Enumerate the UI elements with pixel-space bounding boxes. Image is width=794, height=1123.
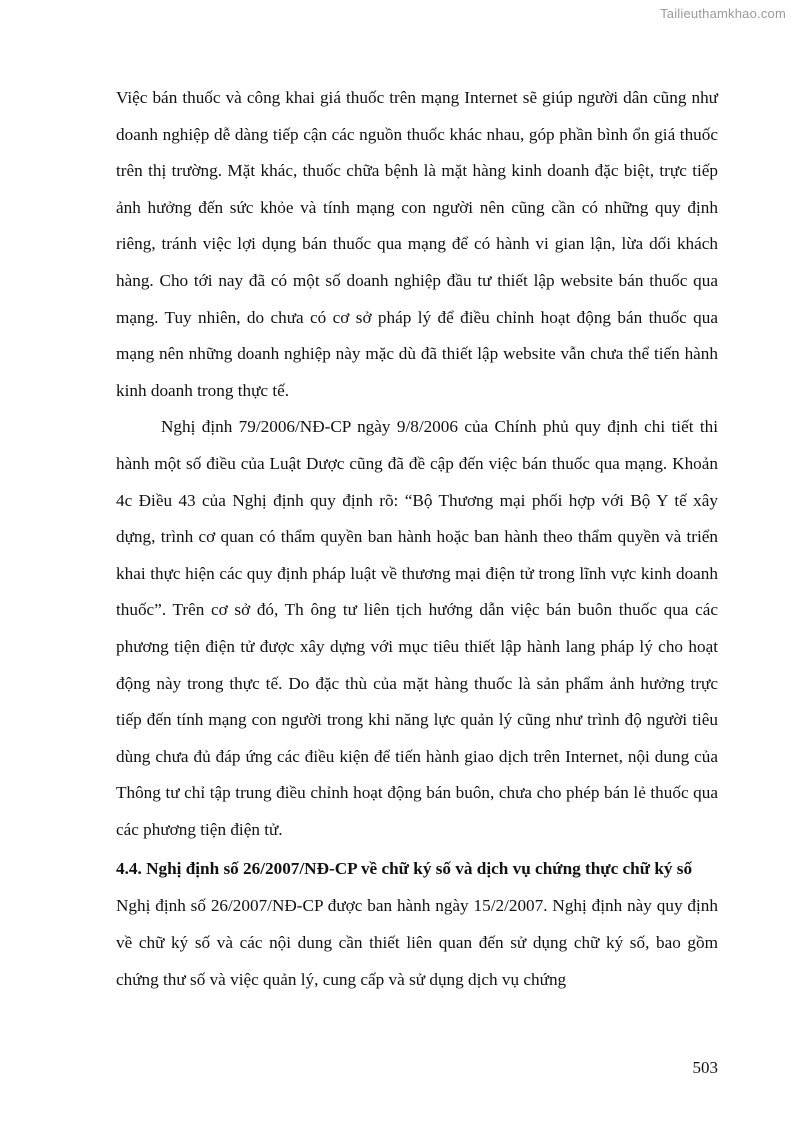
document-body (116, 80, 718, 998)
paragraph-online-drug-sales: Việc bán thuốc và công khai giá thuốc trên mạng Internet sẽ giúp người dân cũng như doanh nghiệp dễ dàng tiếp cận các nguồn thuốc khác nhau, góp phần bình ổn giá thuốc trên thị trường. Mặt khác, thuốc chữa bệnh là mặt hàng kinh doanh đặc biệt, trực tiếp ảnh hưởng đến sức khỏe và tính mạng con người nên cũng cần có những quy định riêng, tránh việc lợi dụng bán thuốc qua mạng để có hành vi gian lận, lừa dối khách hàng. Cho tới nay đã có một số doanh nghiệp đầu tư thiết lập website bán thuốc qua mạng. Tuy nhiên, do chưa có cơ sở pháp lý để điều chỉnh hoạt động bán thuốc qua mạng nên những doanh nghiệp này mặc dù đã thiết lập website vẫn chưa thể tiến hành kinh doanh trong thực tế. (116, 88, 718, 400)
section-heading-4-4: 4.4. Nghị định số 26/2007/NĐ-CP về chữ ký số và dịch vụ chứng thực chữ ký số (116, 859, 693, 879)
paragraph-decree-26: Nghị định số 26/2007/NĐ-CP được ban hành ngày 15/2/2007. Nghị định này quy định về chữ ký số và các nội dung cần thiết liên quan đến sử dụng chữ ký số, bao gồm chứng thư số và việc quản lý, cung cấp và sử dụng dịch vụ chứng (116, 896, 718, 989)
watermark: Tailieuthamkhao.com (660, 6, 786, 21)
paragraph-decree-79: Nghị định 79/2006/NĐ-CP ngày 9/8/2006 của Chính phủ quy định chi tiết thi hành một số điều của Luật Dược cũng đã đề cập đến việc bán thuốc qua mạng. Khoản 4c Điều 43 của Nghị định quy định rõ: “Bộ Thương mại phối hợp với Bộ Y tế xây dựng, trình cơ quan có thẩm quyền ban hành hoặc ban hành theo thẩm quyền và triển khai thực hiện các quy định pháp luật về thương mại điện tử trong lĩnh vực kinh doanh thuốc”. Trên cơ sở đó, Th ông tư liên tịch hướng dẫn việc bán buôn thuốc qua các phương tiện điện tử được xây dựng với mục tiêu thiết lập hành lang pháp lý cho hoạt động này trong thực tế. Do đặc thù của mặt hàng thuốc là sản phẩm ảnh hưởng trực tiếp đến tính mạng con người trong khi năng lực quản lý cũng như trình độ người tiêu dùng chưa đủ đáp ứng các điều kiện để tiến hành giao dịch trên Internet, nội dung của Thông tư chỉ tập trung điều chỉnh hoạt động bán buôn, chưa cho phép bán lẻ thuốc qua các phương tiện điện tử. (116, 417, 718, 839)
page-number: 503 (692, 1058, 718, 1077)
